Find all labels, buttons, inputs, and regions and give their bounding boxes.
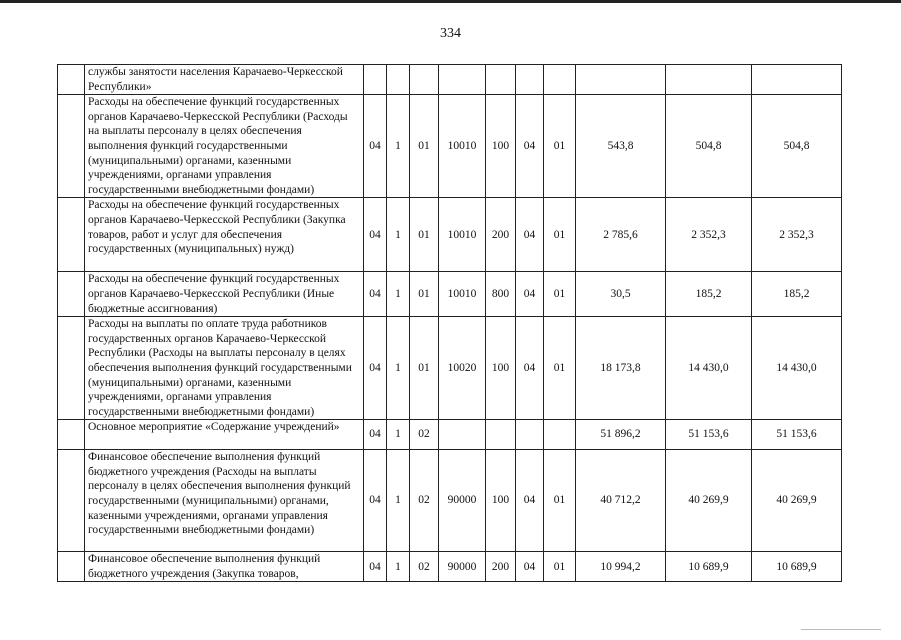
- value-cell-2: 40 269,9: [666, 450, 752, 552]
- code-cell-2: 1: [387, 317, 410, 420]
- budget-table: [57, 64, 842, 582]
- code-cell-4: 10020: [439, 317, 486, 420]
- code-cell-2: 1: [387, 272, 410, 317]
- value-cell-3: 504,8: [752, 95, 842, 198]
- value-cell-2: 10 689,9: [666, 552, 752, 582]
- code-cell-1: [364, 65, 387, 95]
- code-cell-7: 01: [544, 95, 576, 198]
- code-cell-2: 1: [387, 420, 410, 450]
- value-cell-1: 30,5: [576, 272, 666, 317]
- value-cell-2: 185,2: [666, 272, 752, 317]
- value-cell-3: 10 689,9: [752, 552, 842, 582]
- code-cell-5: 200: [486, 198, 516, 272]
- scan-mark: [801, 629, 881, 630]
- code-cell-4: [439, 65, 486, 95]
- code-cell-5: 100: [486, 95, 516, 198]
- code-cell-2: 1: [387, 198, 410, 272]
- code-cell-1: 04: [364, 272, 387, 317]
- value-cell-1: 10 994,2: [576, 552, 666, 582]
- blank-cell: [58, 65, 85, 95]
- code-cell-6: [516, 420, 544, 450]
- blank-cell: [58, 450, 85, 552]
- code-cell-4: 90000: [439, 450, 486, 552]
- value-cell-1: 2 785,6: [576, 198, 666, 272]
- code-cell-2: [387, 65, 410, 95]
- table-row: [58, 420, 842, 450]
- description-cell: Финансовое обеспечение выполнения функций бюджетного учреждения (Закупка товаров,: [85, 552, 364, 582]
- blank-cell: [58, 198, 85, 272]
- value-cell-3: [752, 65, 842, 95]
- code-cell-7: 01: [544, 272, 576, 317]
- code-cell-2: 1: [387, 552, 410, 582]
- value-cell-2: [666, 65, 752, 95]
- value-cell-3: 14 430,0: [752, 317, 842, 420]
- code-cell-7: 01: [544, 552, 576, 582]
- description-cell: Расходы на выплаты по оплате труда работников государственных органов Карачаево-Черкесской Республики (Расходы на выплаты персоналу в целях обеспечения выполнения функций государственными (муниципальными) органами, казенными учреждениями, органами управления государственными внебюджетными фондами): [85, 317, 364, 420]
- table-row: [58, 272, 842, 317]
- code-cell-4: 10010: [439, 198, 486, 272]
- code-cell-4: 90000: [439, 552, 486, 582]
- table-row: [58, 95, 842, 198]
- value-cell-1: 543,8: [576, 95, 666, 198]
- table-row: [58, 198, 842, 272]
- value-cell-3: 2 352,3: [752, 198, 842, 272]
- top-border-line: [0, 0, 901, 3]
- code-cell-5: 800: [486, 272, 516, 317]
- description-cell: Расходы на обеспечение функций государственных органов Карачаево-Черкесской Республики (Иные бюджетные ассигнования): [85, 272, 364, 317]
- value-cell-2: 504,8: [666, 95, 752, 198]
- table-row: [58, 65, 842, 95]
- page-number: 334: [440, 26, 461, 41]
- code-cell-4: [439, 420, 486, 450]
- code-cell-1: 04: [364, 420, 387, 450]
- table-row: [58, 317, 842, 420]
- code-cell-4: 10010: [439, 272, 486, 317]
- description-cell: Расходы на обеспечение функций государственных органов Карачаево-Черкесской Республики (Расходы на выплаты персоналу в целях обеспечения выполнения функций государственными (муниципальными) органами, казенными учреждениями, органами управления государственными внебюджетными фондами): [85, 95, 364, 198]
- code-cell-6: 04: [516, 272, 544, 317]
- description-cell: службы занятости населения Карачаево-Черкесской Республики»: [85, 65, 364, 95]
- code-cell-3: 02: [410, 420, 439, 450]
- code-cell-3: [410, 65, 439, 95]
- description-cell: Расходы на обеспечение функций государственных органов Карачаево-Черкесской Республики (Закупка товаров, работ и услуг для обеспечения государственных (муниципальных) нужд): [85, 198, 364, 272]
- code-cell-6: 04: [516, 95, 544, 198]
- code-cell-3: 01: [410, 198, 439, 272]
- code-cell-6: 04: [516, 552, 544, 582]
- blank-cell: [58, 420, 85, 450]
- code-cell-5: 200: [486, 552, 516, 582]
- code-cell-5: 100: [486, 317, 516, 420]
- code-cell-2: 1: [387, 450, 410, 552]
- value-cell-1: 51 896,2: [576, 420, 666, 450]
- blank-cell: [58, 95, 85, 198]
- description-cell: Основное мероприятие «Содержание учреждений»: [85, 420, 364, 450]
- code-cell-3: 02: [410, 450, 439, 552]
- value-cell-1: [576, 65, 666, 95]
- code-cell-1: 04: [364, 95, 387, 198]
- code-cell-3: 02: [410, 552, 439, 582]
- code-cell-4: 10010: [439, 95, 486, 198]
- table-row: [58, 552, 842, 582]
- code-cell-5: [486, 420, 516, 450]
- code-cell-3: 01: [410, 317, 439, 420]
- code-cell-6: 04: [516, 317, 544, 420]
- code-cell-5: [486, 65, 516, 95]
- code-cell-1: 04: [364, 450, 387, 552]
- blank-cell: [58, 272, 85, 317]
- code-cell-7: [544, 420, 576, 450]
- code-cell-2: 1: [387, 95, 410, 198]
- value-cell-1: 18 173,8: [576, 317, 666, 420]
- value-cell-1: 40 712,2: [576, 450, 666, 552]
- code-cell-5: 100: [486, 450, 516, 552]
- code-cell-7: 01: [544, 198, 576, 272]
- value-cell-2: 14 430,0: [666, 317, 752, 420]
- description-cell: Финансовое обеспечение выполнения функций бюджетного учреждения (Расходы на выплаты персоналу в целях обеспечения выполнения функций государственными (муниципальными) органами, казенными учреждениями, органами управления государственными внебюджетными фондами): [85, 450, 364, 552]
- table-row: [58, 450, 842, 552]
- value-cell-3: 185,2: [752, 272, 842, 317]
- code-cell-6: 04: [516, 450, 544, 552]
- code-cell-7: 01: [544, 450, 576, 552]
- code-cell-1: 04: [364, 198, 387, 272]
- value-cell-2: 2 352,3: [666, 198, 752, 272]
- blank-cell: [58, 552, 85, 582]
- code-cell-1: 04: [364, 552, 387, 582]
- value-cell-3: 40 269,9: [752, 450, 842, 552]
- value-cell-3: 51 153,6: [752, 420, 842, 450]
- table-body: [58, 65, 842, 582]
- value-cell-2: 51 153,6: [666, 420, 752, 450]
- code-cell-6: 04: [516, 198, 544, 272]
- code-cell-3: 01: [410, 272, 439, 317]
- code-cell-6: [516, 65, 544, 95]
- code-cell-7: [544, 65, 576, 95]
- blank-cell: [58, 317, 85, 420]
- code-cell-7: 01: [544, 317, 576, 420]
- code-cell-3: 01: [410, 95, 439, 198]
- code-cell-1: 04: [364, 317, 387, 420]
